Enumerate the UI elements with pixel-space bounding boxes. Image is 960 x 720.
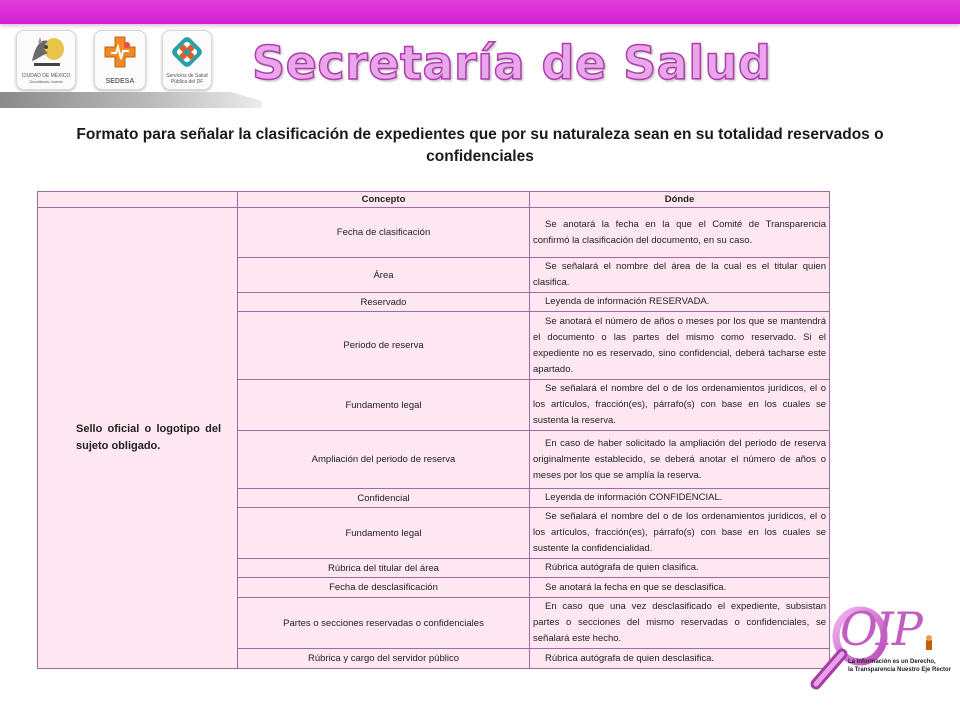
where-cell: Rúbrica autógrafa de quien desclasifica. — [530, 649, 830, 669]
header-blank — [38, 192, 238, 208]
concept-cell: Fundamento legal — [238, 380, 530, 431]
concept-cell: Ampliación del periodo de reserva — [238, 431, 530, 489]
where-cell: Rúbrica autógrafa de quien clasifica. — [530, 559, 830, 578]
where-cell: Se anotará la fecha en la que el Comité de Transparencia confirmó la clasificación del documento, en su caso. — [530, 208, 830, 258]
concept-cell: Fecha de clasificación — [238, 208, 530, 258]
concept-cell: Fundamento legal — [238, 508, 530, 559]
header-swoosh — [0, 92, 262, 108]
sedesa-logo — [94, 30, 146, 90]
where-cell: Se anotará el número de años o meses por los que se mantendrá el documento o las partes del mismo como reservado. Si el expediente no es reservado, sino confidencial, deberá tacharse este apartado. — [530, 312, 830, 380]
concept-cell: Área — [238, 258, 530, 293]
where-cell: Se señalará el nombre del o de los ordenamientos jurídicos, el o los artículos, fracción(es), párrafo(s) con base en los cuales se sustenta la reserva. — [530, 380, 830, 431]
sedesa-cross-icon — [103, 35, 137, 69]
where-cell: En caso que una vez desclasificado el expediente, subsistan partes o secciones del mismo reservadas o confidenciales, se señalará este hecho. — [530, 598, 830, 649]
where-cell: Se anotará la fecha en que se desclasifica. — [530, 578, 830, 598]
concept-cell: Confidencial — [238, 489, 530, 508]
where-cell: En caso de haber solicitado la ampliación del periodo de reserva originalmente establecido, se deberá anotar el número de años o meses por los que se amplía la reserva. — [530, 431, 830, 489]
city-emblem-icon — [26, 35, 66, 69]
where-cell: Se señalará el nombre del área de la cual es el titular quien clasifica. — [530, 258, 830, 293]
page-title: Secretaría de Salud — [252, 36, 772, 90]
where-cell: Leyenda de información RESERVADA. — [530, 293, 830, 312]
ssp-logo — [162, 30, 212, 90]
ssp-caption: Servicios de Salud Pública del DF — [166, 73, 208, 85]
concept-cell: Periodo de reserva — [238, 312, 530, 380]
oip-tagline-line2: la Transparencia Nuestro Eje Rector — [848, 667, 952, 673]
header-concepto: Concepto — [238, 192, 530, 208]
classification-table — [37, 191, 830, 669]
sello-cell: Sello oficial o logotipo del sujeto obligado. — [38, 208, 238, 669]
table-header-row — [38, 192, 830, 208]
where-cell: Se señalará el nombre del o de los ordenamientos jurídicos, el o los artículos, fracción(es), párrafo(s) con base en los cuales se sustente la confidencialidad. — [530, 508, 830, 559]
concept-cell: Reservado — [238, 293, 530, 312]
oip-tagline-line1: La Información es un Derecho, — [848, 659, 936, 665]
header-donde: Dónde — [530, 192, 830, 208]
where-cell: Leyenda de información CONFIDENCIAL. — [530, 489, 830, 508]
sedesa-caption: SEDESA — [105, 78, 135, 85]
cdmx-caption: CIUDAD DE MÉXICO — [21, 73, 71, 79]
concept-cell: Partes o secciones reservadas o confidenciales — [238, 598, 530, 649]
diamond-cross-icon — [170, 35, 204, 69]
concept-cell: Rúbrica del titular del área — [238, 559, 530, 578]
cdmx-logo — [16, 30, 76, 90]
concept-cell: Rúbrica y cargo del servidor público — [238, 649, 530, 669]
cdmx-subcaption: Decidiendo Juntos — [29, 79, 63, 84]
document-subtitle: Formato para señalar la clasificación de expedientes que por su naturaleza sean en su totalidad reservados o confidenciales — [76, 126, 884, 165]
oip-tagline — [848, 658, 956, 674]
top-color-band — [0, 0, 960, 24]
table-row — [38, 208, 830, 258]
concept-cell: Fecha de desclasificación — [238, 578, 530, 598]
oip-logo-text: OIP — [840, 602, 921, 656]
